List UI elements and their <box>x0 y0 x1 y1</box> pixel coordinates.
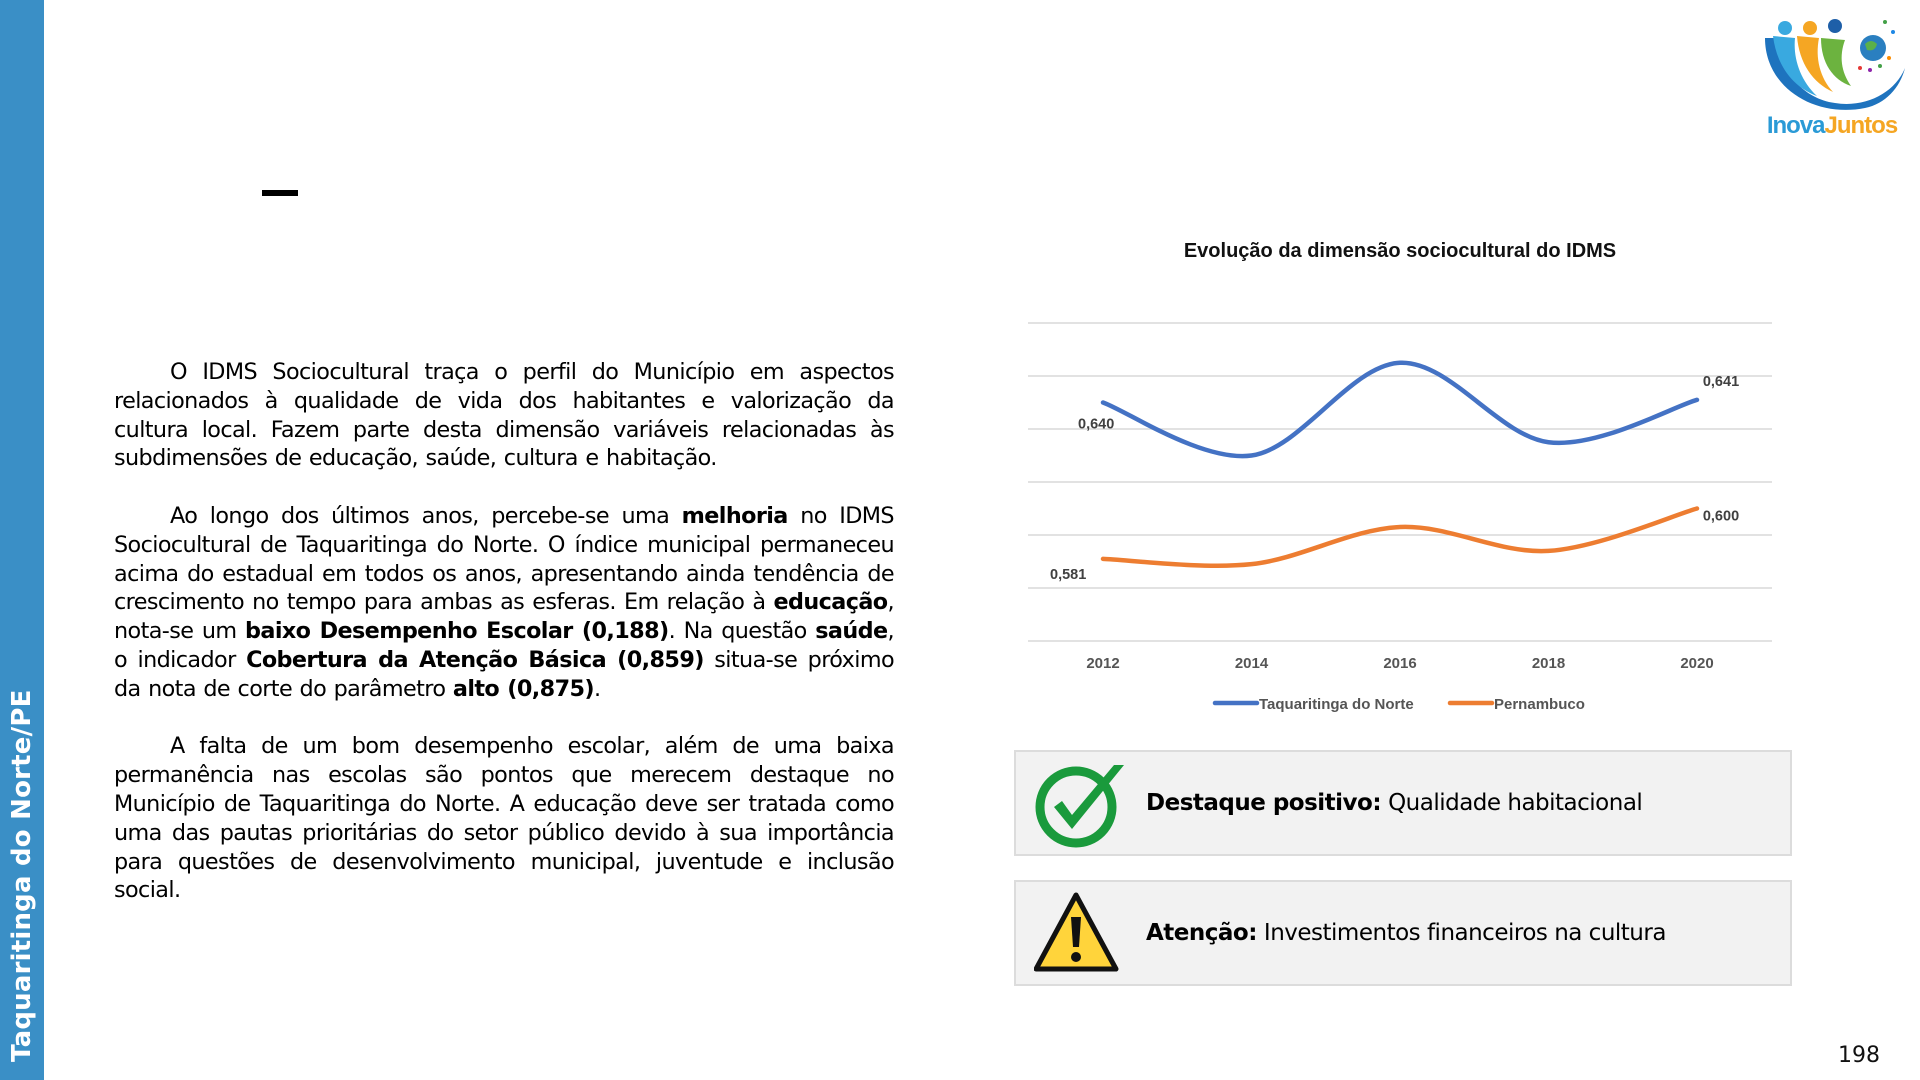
emphasis-text: educação <box>773 589 888 616</box>
page-number: 198 <box>1838 1043 1880 1068</box>
positive-highlight-text <box>1146 752 1642 854</box>
heading-dash <box>262 190 298 196</box>
check-circle-icon <box>1034 759 1128 851</box>
svg-text:InovaJuntos: InovaJuntos <box>1766 112 1898 138</box>
sidebar-band <box>0 0 44 1080</box>
emphasis-text: melhoria <box>681 502 788 529</box>
positive-highlight-card <box>1014 750 1792 856</box>
attention-label: Atenção: <box>1146 920 1257 946</box>
text-run: Ao longo dos últimos anos, percebe-se uma <box>170 502 682 529</box>
positive-label: Destaque positivo: <box>1146 790 1382 816</box>
emphasis-text: alto (0,875) <box>452 675 595 702</box>
x-tick-label: 2012 <box>1086 655 1120 672</box>
logo-figure-green <box>1821 38 1851 86</box>
text-run: . <box>594 675 601 702</box>
paragraph-analysis <box>114 502 894 704</box>
emphasis-text: saúde <box>815 618 888 645</box>
municipality-label: Taquaritinga do Norte/PE <box>7 689 37 1062</box>
data-label: 0,581 <box>1050 566 1087 583</box>
text-run: . Na questão <box>668 618 816 645</box>
x-tick-label: 2014 <box>1234 655 1269 672</box>
line-chart <box>1000 300 1800 720</box>
series-line-pernambuco <box>1103 509 1697 566</box>
paragraph-conclusion: A falta de um bom desempenho escolar, além de uma baixa permanência nas escolas são pontos que merecem destaque no Município de Taquaritinga do Norte. A educação deve ser tratada como uma das pautas prioritárias do setor público devido à sua importância para questões de desenvolvimento municipal, juventude e inclusão social. <box>114 733 894 904</box>
legend-label: Taquaritinga do Norte <box>1259 696 1414 713</box>
attention-highlight-text <box>1146 882 1666 984</box>
x-tick-label: 2020 <box>1680 655 1714 672</box>
chart-title: Evolução da dimensão sociocultural do IDMS <box>1183 240 1617 262</box>
data-label: 0,641 <box>1702 373 1740 390</box>
emphasis-text: baixo Desempenho Escolar (0,188) <box>245 618 669 645</box>
text-run: , nota-se um <box>114 589 894 645</box>
inovajuntos-logo <box>1755 8 1910 138</box>
text-run: situa-se próximo da nota de corte do parâmetro <box>114 646 894 702</box>
data-label: 0,640 <box>1078 416 1115 433</box>
positive-value: Qualidade habitacional <box>1388 790 1643 816</box>
attention-highlight-card <box>1014 880 1792 986</box>
legend-label: Pernambuco <box>1494 696 1585 713</box>
attention-value: Investimentos financeiros na cultura <box>1263 920 1666 946</box>
text-run: no IDMS Sociocultural de Taquaritinga do Norte. O índice municipal permaneceu acima do estadual em todos os anos, apresentando ainda tendência de crescimento no tempo para ambas as esferas. Em relação à <box>114 502 894 616</box>
warning-triangle-icon <box>1034 889 1128 981</box>
x-tick-label: 2018 <box>1531 655 1566 672</box>
data-label: 0,600 <box>1702 508 1740 525</box>
text-run: , o indicador <box>114 618 894 673</box>
x-tick-label: 2016 <box>1383 655 1417 672</box>
emphasis-text: Cobertura da Atenção Básica (0,859) <box>246 646 704 673</box>
paragraph-intro: O IDMS Sociocultural traça o perfil do Município em aspectos relacionados à qualidade de vida dos habitantes e valorização da cultura local. Fazem parte desta dimensão variáveis relacionadas às subdimensões de educação, saúde, cultura e habitação. <box>114 359 894 472</box>
body-text <box>114 358 894 934</box>
